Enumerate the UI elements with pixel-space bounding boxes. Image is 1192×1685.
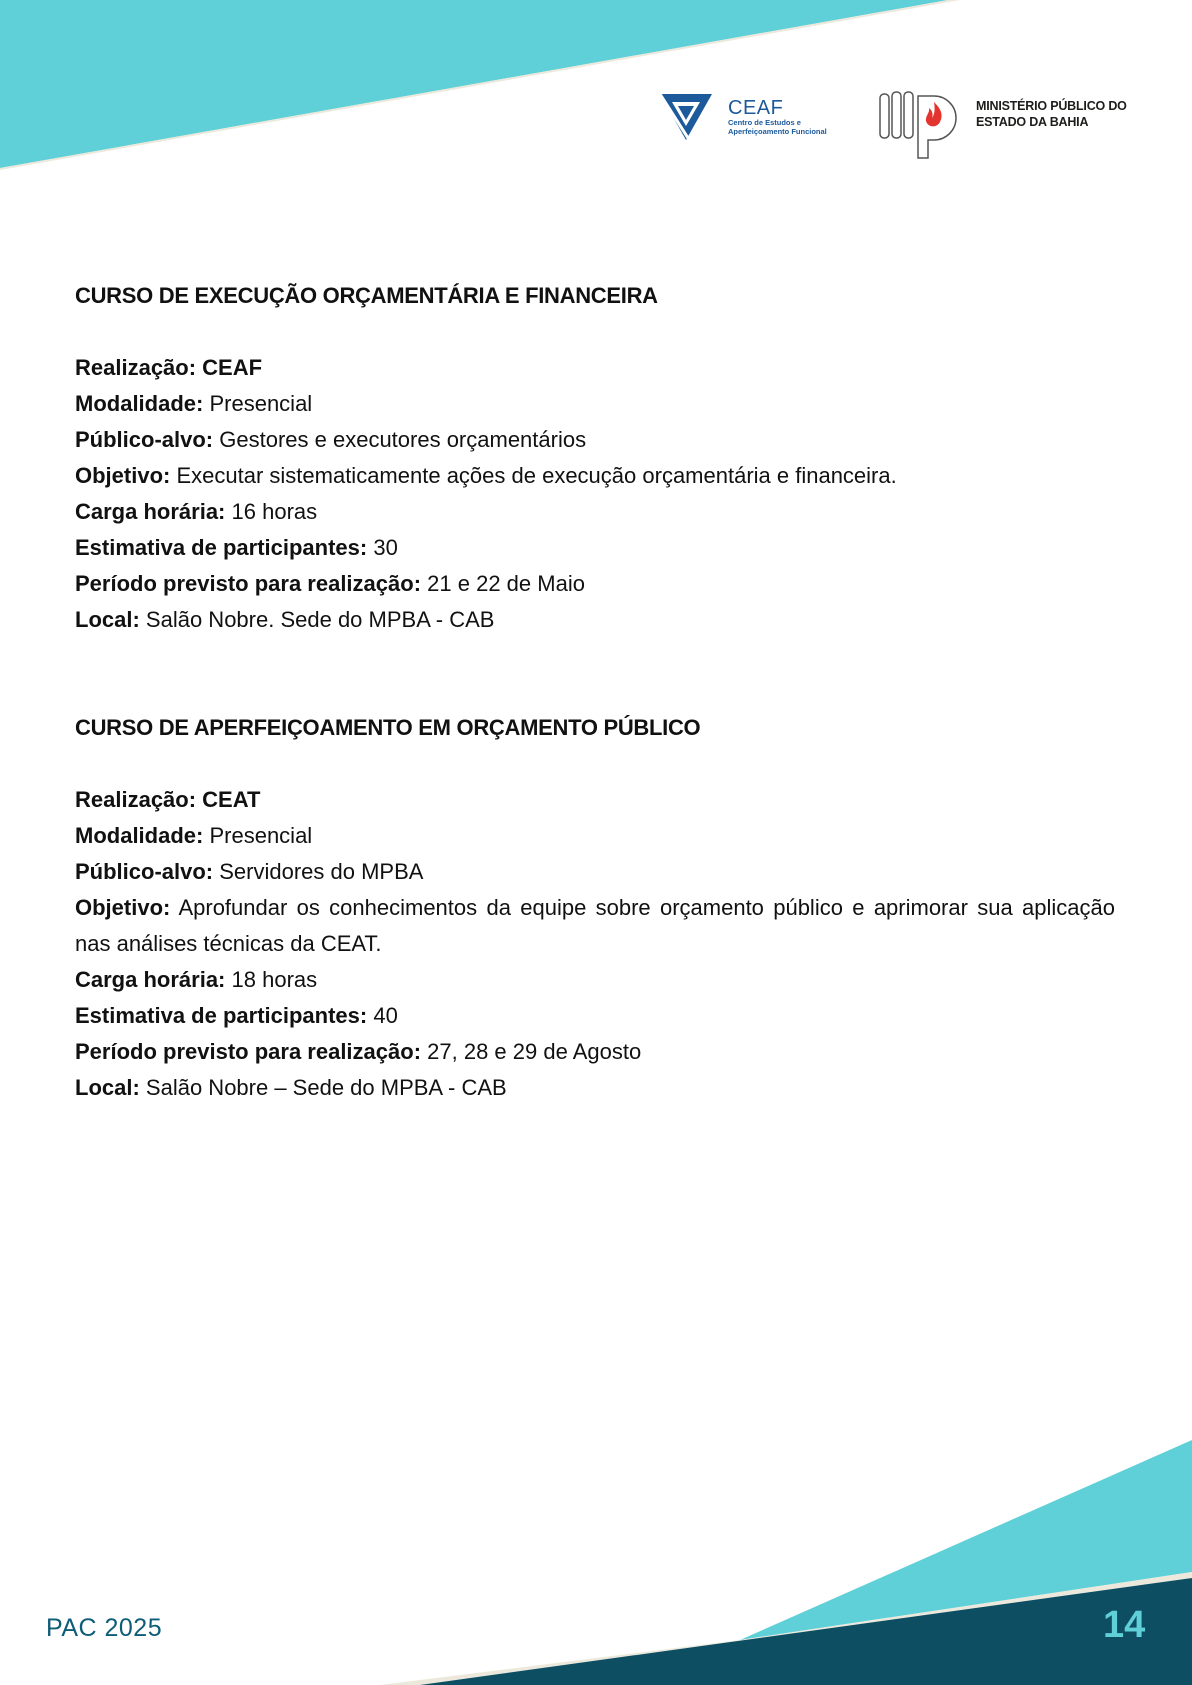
field-value: 18 horas [231,967,318,992]
field-label: Realização: CEAT [75,787,261,812]
field-label: Estimativa de participantes: [75,1003,368,1028]
field-label: Local: [75,607,140,632]
section-spacer [75,638,1115,710]
field-value: Presencial [209,391,313,416]
field-label: Período previsto para realização: [75,1039,422,1064]
course-field-local [75,1070,1115,1106]
field-label: Local: [75,1075,140,1100]
field-label: Carga horária: [75,499,226,524]
course-field-estimativa [75,530,1115,566]
field-value: Executar sistematicamente ações de execução orçamentária e financeira. [176,463,897,488]
field-label: Período previsto para realização: [75,571,422,596]
course-field-carga-horaria [75,494,1115,530]
footer-document-label: PAC 2025 [46,1614,163,1642]
header-logos [658,88,1138,168]
course-field-realizacao [75,350,1115,386]
field-value: Servidores do MPBA [219,859,424,884]
ceaf-logo-text [728,98,848,136]
field-label: Objetivo: [75,895,171,920]
course-field-objetivo [75,458,1115,494]
field-value: Salão Nobre. Sede do MPBA - CAB [145,607,495,632]
course-field-modalidade [75,818,1115,854]
field-value: Salão Nobre – Sede do MPBA - CAB [145,1075,507,1100]
field-value: Gestores e executores orçamentários [219,427,587,452]
ceaf-logo-subtitle: Centro de Estudos e Aperfeiçoamento Funcional [728,118,827,136]
course-field-modalidade [75,386,1115,422]
course-title: CURSO DE EXECUÇÃO ORÇAMENTÁRIA E FINANCEIRA [75,283,658,308]
course-list [75,278,1115,1106]
course-title: CURSO DE APERFEIÇOAMENTO EM ORÇAMENTO PÚBLICO [75,715,701,740]
field-value: Aprofundar os conhecimentos da equipe sobre orçamento público e aprimorar sua aplicação nas análises técnicas da CEAT. [75,895,1115,956]
mp-flame-logo-icon [878,88,968,160]
course-section [75,278,1115,638]
course-field-publico-alvo [75,422,1115,458]
page-number: 14 [1103,1604,1146,1646]
course-section [75,710,1115,1106]
course-field-objetivo [75,890,1115,962]
field-label: Modalidade: [75,391,204,416]
course-field-realizacao [75,782,1115,818]
field-label: Público-alvo: [75,859,214,884]
field-value: 40 [373,1003,398,1028]
course-field-publico-alvo [75,854,1115,890]
field-value: 30 [373,535,398,560]
field-value: 27, 28 e 29 de Agosto [427,1039,642,1064]
course-field-periodo [75,566,1115,602]
ceaf-logo-title: CEAF [728,97,784,119]
ceaf-triangle-logo-icon [658,90,714,142]
field-label: Carga horária: [75,967,226,992]
course-field-carga-horaria [75,962,1115,998]
field-value: 16 horas [231,499,318,524]
mp-logo-name: MINISTÉRIO PÚBLICO DO ESTADO DA BAHIA [976,99,1127,129]
field-label: Público-alvo: [75,427,214,452]
field-label: Estimativa de participantes: [75,535,368,560]
course-field-estimativa [75,998,1115,1034]
field-value: Presencial [209,823,313,848]
course-field-periodo [75,1034,1115,1070]
field-value: 21 e 22 de Maio [427,571,585,596]
course-field-local [75,602,1115,638]
field-label: Objetivo: [75,463,171,488]
field-label: Realização: CEAF [75,355,263,380]
field-label: Modalidade: [75,823,204,848]
